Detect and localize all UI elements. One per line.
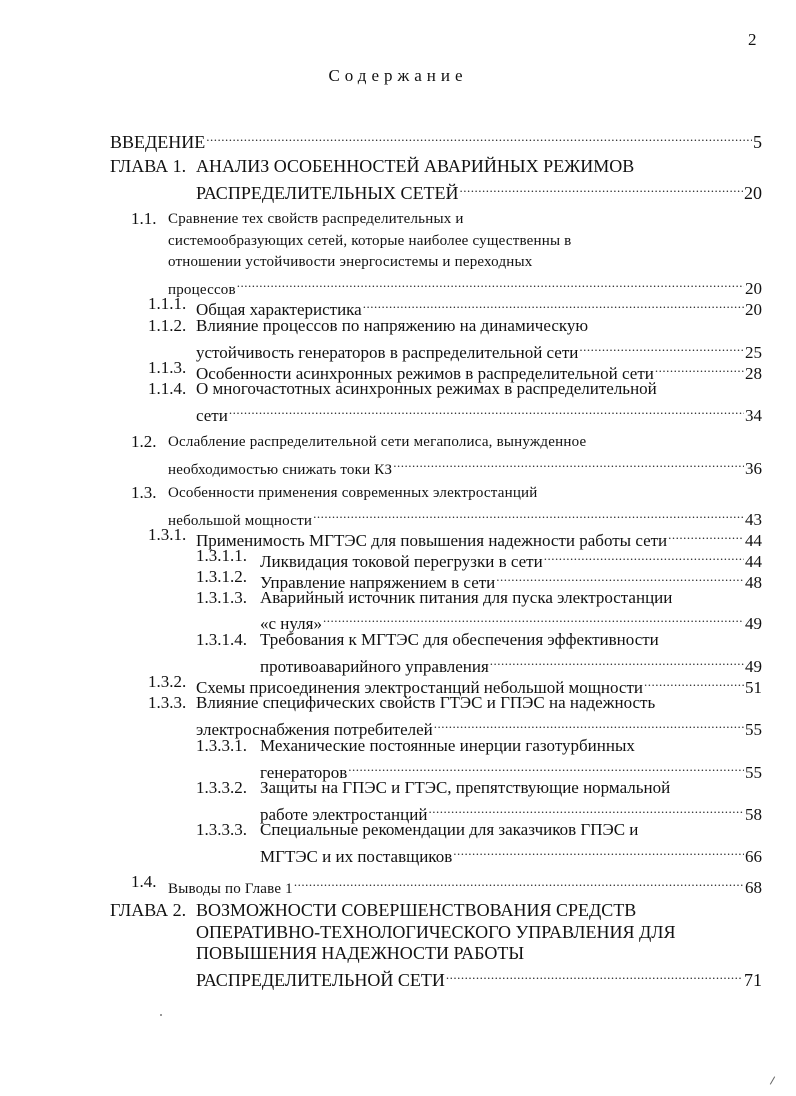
toc-entry-title: Аварийный источник питания для пуска электростанции [260, 588, 673, 607]
toc-entry-page: 48 [745, 573, 762, 592]
toc-entry-title: генераторов [260, 763, 348, 782]
toc-entry-title: АНАЛИЗ ОСОБЕННОСТЕЙ АВАРИЙНЫХ РЕЖИМОВ [196, 156, 635, 176]
toc-entry-number: 1.3.1.3. [196, 588, 247, 607]
toc-entry-title: Применимость МГТЭС для повышения надежности работы сети [196, 531, 668, 550]
dot-leader [490, 650, 744, 672]
toc-entry-page: 34 [745, 406, 762, 425]
dot-leader [496, 566, 744, 588]
toc-entry-number: 1.1.4. [148, 379, 187, 398]
toc-entry-page: 44 [745, 552, 762, 571]
toc-entry-number: 1.3.1.2. [196, 567, 247, 586]
toc-entry-number: 1.3.3.1. [196, 736, 247, 755]
toc-entry-number: 1.1.3. [148, 358, 187, 377]
scan-speck [160, 1014, 162, 1016]
toc-entry-1-3-1-3[interactable] [0, 587, 796, 609]
toc-entry-title: ВОЗМОЖНОСТИ СОВЕРШЕНСТВОВАНИЯ СРЕДСТВ [196, 900, 637, 920]
toc-entry-title: работе электростанций [260, 805, 428, 824]
toc-entry-title: сети [196, 406, 228, 425]
toc-entry-number: 1.1.1. [148, 294, 187, 313]
toc-entry-title: Требования к МГТЭС для обеспечения эффективности [260, 630, 659, 649]
toc-entry-number: 1.4. [131, 872, 157, 891]
dot-leader [294, 871, 744, 893]
toc-entry-number: 1.1. [131, 209, 157, 228]
toc-entry-title: Влияние процессов по напряжению на динамическую [196, 316, 589, 335]
toc-entry-number: 1.3.1.4. [196, 630, 247, 649]
dot-leader [460, 177, 743, 199]
toc-entry-title: Специальные рекомендации для заказчиков ГПЭС и [260, 820, 639, 839]
toc-entry-1-3-1-3-cont [0, 607, 796, 633]
toc-entry-title: Ослабление распределительной сети мегаполиса, вынужденное [168, 434, 587, 450]
toc-entry-number: 1.2. [131, 432, 157, 451]
toc-entry-1-3-3-3[interactable] [0, 819, 796, 841]
toc-entry-1-3-1-2[interactable] [0, 566, 796, 592]
toc-entry-1-1-3[interactable] [0, 357, 796, 383]
toc-entry-title: ОПЕРАТИВНО-ТЕХНОЛОГИЧЕСКОГО УПРАВЛЕНИЯ ДЛЯ [196, 922, 676, 942]
toc-entry-1-3-1-4[interactable] [0, 629, 796, 651]
toc-entry-1-3-3-2[interactable] [0, 777, 796, 799]
toc-entry-page: 49 [745, 614, 762, 633]
toc-entry-number: ГЛАВА 1. [110, 156, 187, 176]
toc-entry-1-1[interactable] [0, 208, 796, 230]
toc-entry-chapter-2-cont [0, 921, 796, 943]
toc-entry-title: Выводы по Главе 1 [168, 881, 293, 897]
dot-leader [544, 545, 744, 567]
toc-entry-number: 1.3.2. [148, 672, 187, 691]
toc-entry-title: МГТЭС и их поставщиков [260, 847, 453, 866]
toc-entry-title: РАСПРЕДЕЛИТЕЛЬНОЙ СЕТИ [196, 970, 445, 990]
dot-leader [579, 336, 744, 358]
toc-entry-title: ВВЕДЕНИЕ [110, 132, 206, 152]
toc-entry-number: 1.3.1. [148, 525, 187, 544]
dot-leader [428, 798, 744, 820]
toc-entry-title: Защиты на ГПЭС и ГТЭС, препятствующие нормальной [260, 778, 671, 797]
toc-entry-number: 1.3.3.3. [196, 820, 247, 839]
toc-entry-title: электроснабжения потребителей [196, 720, 433, 739]
toc-entry-chapter-2-cont [0, 942, 796, 964]
page-number: 2 [748, 30, 757, 49]
toc-entry-1-1-2[interactable] [0, 315, 796, 337]
toc-entry-title: противоаварийного управления [260, 657, 489, 676]
toc-entry-page: 25 [745, 343, 762, 362]
toc-entry-chapter-2[interactable] [0, 899, 796, 921]
toc-entry-1-1-4[interactable] [0, 378, 796, 400]
toc-entry-intro[interactable] [0, 126, 796, 152]
toc-entry-title: Особенности асинхронных режимов в распределительной сети [196, 364, 654, 383]
toc-entry-page: 36 [745, 459, 762, 478]
toc-entry-number: 1.1.2. [148, 316, 187, 335]
dot-leader [313, 503, 744, 525]
dot-leader [237, 272, 744, 294]
toc-entry-page: 44 [745, 531, 762, 550]
toc-entry-1-1-cont [0, 251, 796, 273]
toc-entry-1-2-cont [0, 452, 796, 478]
toc-entry-1-3-3-1[interactable] [0, 735, 796, 757]
toc-entry-1-1-cont [0, 272, 796, 298]
toc-entry-chapter-2-cont [0, 964, 796, 990]
toc-entry-page: 20 [745, 279, 762, 298]
dot-leader [644, 671, 744, 693]
toc-entry-title: Сравнение тех свойств распределительных и [168, 211, 464, 227]
toc-entry-1-3-cont [0, 503, 796, 529]
toc-entry-1-3[interactable] [0, 482, 796, 504]
dot-leader [434, 713, 744, 735]
dot-leader [363, 293, 744, 315]
toc-entry-title: Управление напряжением в сети [260, 573, 496, 592]
toc-entry-title: необходимостью снижать токи КЗ [168, 462, 393, 478]
toc-entry-1-1-1[interactable] [0, 293, 796, 319]
toc-entry-1-4[interactable] [0, 871, 796, 897]
toc-entry-title: Особенности применения современных электростанций [168, 485, 538, 501]
toc-entry-page: 49 [745, 657, 762, 676]
toc-entry-1-1-4-cont [0, 399, 796, 425]
toc-entry-number: 1.3.3. [148, 693, 187, 712]
toc-entry-title: «с нуля» [260, 614, 322, 633]
dot-leader [229, 399, 744, 421]
page-title: Содержание [328, 66, 468, 85]
dot-leader [655, 357, 744, 379]
toc-entry-title: Влияние специфических свойств ГТЭС и ГПЭС на надежность [196, 693, 656, 712]
toc-entry-1-3-1-4-cont [0, 650, 796, 676]
toc-entry-1-3-3-cont [0, 713, 796, 739]
toc-entry-title: системообразующих сетей, которые наиболее существенны в [168, 233, 572, 249]
dot-leader [206, 126, 752, 148]
toc-entry-title: отношении устойчивости энергосистемы и переходных [168, 254, 533, 270]
toc-entry-1-3-3[interactable] [0, 692, 796, 714]
dot-leader [323, 607, 744, 629]
toc-entry-page: 55 [745, 763, 762, 782]
toc-entry-1-1-2-cont [0, 336, 796, 362]
dot-leader [348, 756, 744, 778]
toc-entry-title: Ликвидация токовой перегрузки в сети [260, 552, 543, 571]
toc-entry-page: 55 [745, 720, 762, 739]
toc-entry-page: 71 [744, 970, 762, 990]
toc-entry-page: 43 [745, 510, 762, 529]
toc-entry-title: РАСПРЕДЕЛИТЕЛЬНЫХ СЕТЕЙ [196, 183, 459, 203]
toc-entry-page: 66 [745, 847, 762, 866]
toc-entry-title: Механические постоянные инерции газотурбинных [260, 736, 635, 755]
toc-entry-1-1-cont [0, 230, 796, 252]
toc-entry-1-3-3-2-cont [0, 798, 796, 824]
toc-entry-1-3-1-1[interactable] [0, 545, 796, 571]
toc-entry-title: устойчивость генераторов в распределительной сети [196, 343, 579, 362]
toc-entry-chapter-1[interactable] [0, 155, 796, 177]
toc-entry-page: 20 [744, 183, 762, 203]
dot-leader [668, 524, 744, 546]
toc-entry-number: ГЛАВА 2. [110, 900, 187, 920]
dot-leader [446, 964, 743, 986]
toc-entry-chapter-1-cont [0, 177, 796, 203]
toc-entry-title: Схемы присоединения электростанций небольшой мощности [196, 678, 643, 697]
toc-entry-page: 20 [745, 300, 762, 319]
dot-leader [393, 452, 744, 474]
toc-entry-title: процессов [168, 282, 236, 298]
toc-entry-title: О многочастотных асинхронных режимах в распределительной [196, 379, 657, 398]
toc-entry-page: 68 [745, 878, 762, 897]
toc-entry-1-2[interactable] [0, 431, 796, 453]
toc-entry-1-3-2[interactable] [0, 671, 796, 697]
toc-entry-title: ПОВЫШЕНИЯ НАДЕЖНОСТИ РАБОТЫ [196, 943, 525, 963]
toc-entry-number: 1.3.3.2. [196, 778, 247, 797]
toc-entry-page: 5 [753, 132, 762, 152]
toc-entry-page: 28 [745, 364, 762, 383]
toc-entry-number: 1.3.1.1. [196, 546, 247, 565]
toc-entry-title: небольшой мощности [168, 513, 313, 529]
dot-leader [453, 840, 744, 862]
toc-entry-1-3-1[interactable] [0, 524, 796, 550]
toc-entry-page: 58 [745, 805, 762, 824]
toc-entry-title: Общая характеристика [196, 300, 362, 319]
toc-entry-page: 51 [745, 678, 762, 697]
toc-entry-number: 1.3. [131, 483, 157, 502]
toc-entry-1-3-3-3-cont [0, 840, 796, 866]
toc-entry-1-3-3-1-cont [0, 756, 796, 782]
